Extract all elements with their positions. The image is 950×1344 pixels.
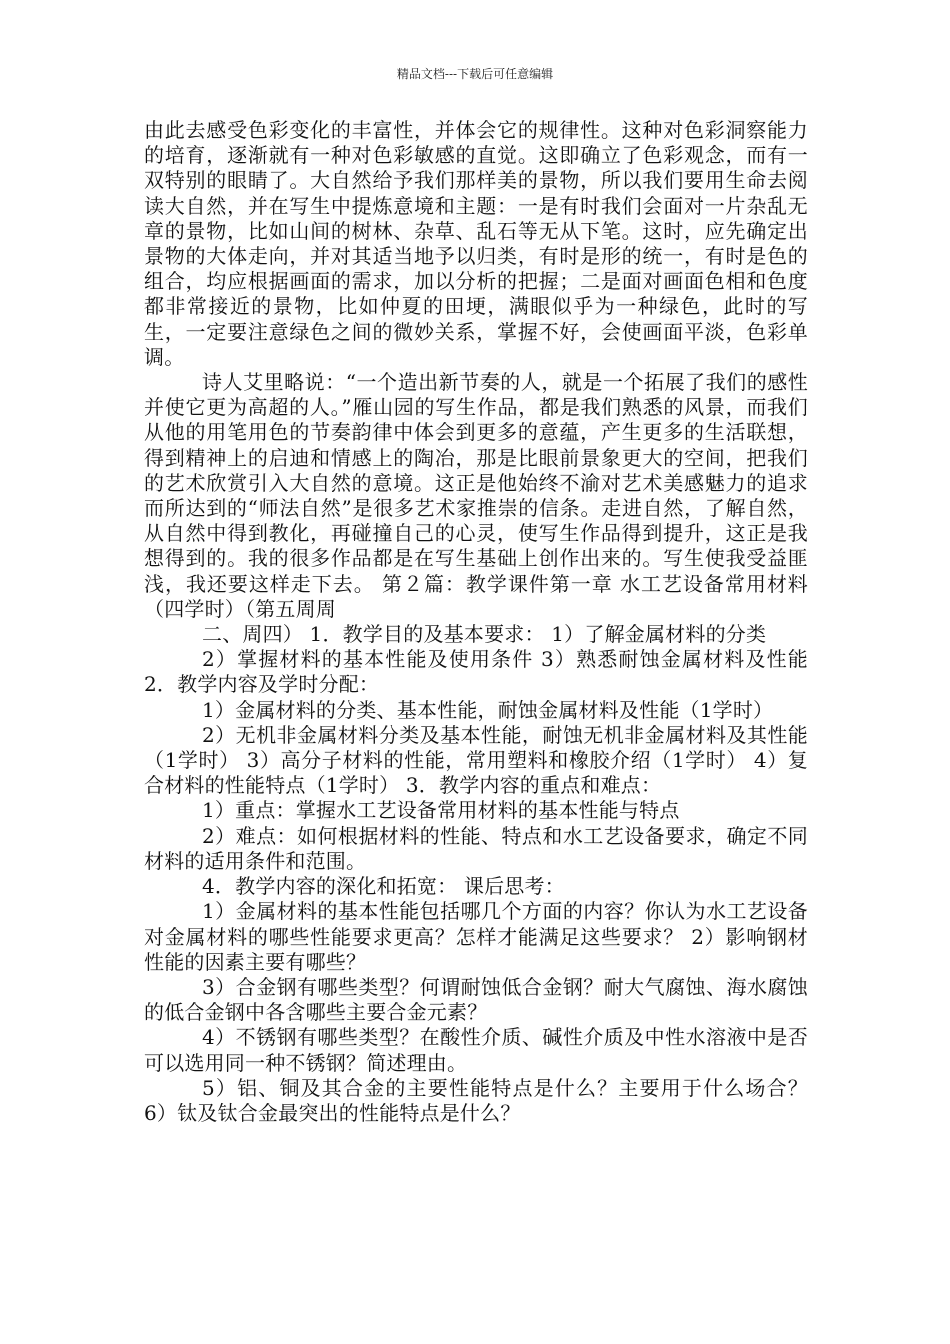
paragraph-question-1-2: 1）金属材料的基本性能包括哪几个方面的内容？你认为水工艺设备对金属材料的哪些性能要求更高？怎样才能满足这些要求？ 2）影响钢材性能的因素主要有哪些？ xyxy=(144,899,808,974)
paragraph-color-observation: 由此去感受色彩变化的丰富性，并体会它的规律性。这种对色彩洞察能力的培育，逐渐就有一种对色彩敏感的直觉。这即确立了色彩观念，而有一双特别的眼睛了。大自然给予我们那样美的景物，所以我们要用生命去阅读大自然，并在写生中提炼意境和主题：一是有时我们会面对一片杂乱无章的景物，比如山间的树林、杂草、乱石等无从下笔。这时，应先确定出景物的大体走向，并对其适当地予以归类，有时是形的统一，有时是色的组合，均应根据画面的需求，加以分析的把握；二是面对画面色相和色度都非常接近的景物，比如仲夏的田埂，满眼似乎为一种绿色，此时的写生，一定要注意绿色之间的微妙关系，掌握不好，会使画面平淡，色彩单调。 xyxy=(144,118,808,369)
document-body xyxy=(144,118,808,1126)
paragraph-key-points: 1）重点：掌握水工艺设备常用材料的基本性能与特点 xyxy=(202,798,680,823)
paragraph-question-5-6: 5）铝、铜及其合金的主要性能特点是什么？主要用于什么场合？ 6）钛及钛合金最突出的性能特点是什么？ xyxy=(144,1075,808,1125)
paragraph-hours-nonmetals: 2）无机非金属材料分类及基本性能，耐蚀无机非金属材料及其性能（1学时） 3）高分子材料的性能，常用塑料和橡胶介绍（1学时） 4）复合材料的性能特点（1学时） 3．教学内容的重点和难点： xyxy=(144,722,808,798)
paragraph-difficulties: 2）难点：如何根据材料的性能、特点和水工艺设备要求，确定不同材料的适用条件和范围。 xyxy=(144,823,808,873)
paragraph-poet-quote: 诗人艾里略说：“一个造出新节奏的人，就是一个拓展了我们的感性并使它更为高超的人。”雁山园的写生作品，都是我们熟悉的风景，而我们从他的用笔用色的节奏韵律中体会到更多的意蕴，产生更多的生活联想，得到精神上的启迪和情感上的陶冶，那是比眼前景象更大的空间，把我们的艺术欣赏引入大自然的意境。这正是他始终不渝对艺术美感魅力的追求而所达到的“师法自然”是很多艺术家推崇的信条。走进自然，了解自然，从自然中得到教化，再碰撞自己的心灵，使写生作品得到提升，这正是我想得到的。我的很多作品都是在写生基础上创作出来的。写生使我受益匪浅，我还要这样走下去。 第２篇：教学课件第一章 水工艺设备常用材料（四学时）（第五周周 xyxy=(144,370,808,621)
paragraph-hours-metals: 1）金属材料的分类、基本性能，耐蚀金属材料及性能（1学时） xyxy=(202,697,774,722)
paragraph-teaching-objectives: 二、周四） 1．教学目的及基本要求： 1）了解金属材料的分类 xyxy=(202,622,767,647)
paragraph-question-4: 4）不锈钢有哪些类型？在酸性介质、碱性介质及中性水溶液中是否可以选用同一种不锈钢？简述理由。 xyxy=(144,1025,808,1075)
paragraph-objectives-continued: 2）掌握材料的基本性能及使用条件 3）熟悉耐蚀金属材料及性能 2．教学内容及学时分配： xyxy=(144,647,808,697)
page-header: 精品文档---下载后可任意编辑 xyxy=(396,67,554,81)
paragraph-question-3: 3）合金钢有哪些类型？何谓耐蚀低合金钢？耐大气腐蚀、海水腐蚀的低合金钢中各含哪些主要合金元素？ xyxy=(144,974,808,1025)
paragraph-extension: 4．教学内容的深化和拓宽： 课后思考： xyxy=(202,874,565,899)
